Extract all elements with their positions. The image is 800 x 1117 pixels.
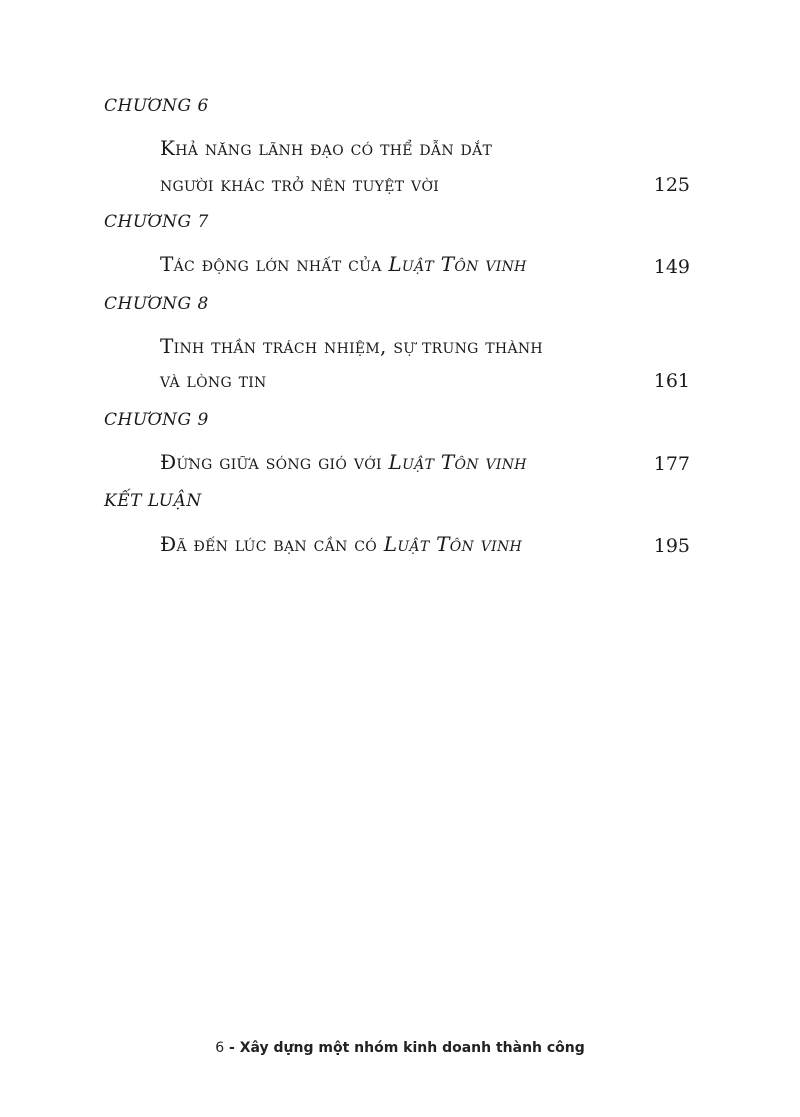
footer-book-title: Xây dựng một nhóm kinh doanh thành công bbox=[239, 1040, 585, 1056]
chapter-9-page-number: 177 bbox=[653, 453, 690, 475]
chapter-6-title-line-2: người khác trở nên tuyệt vời bbox=[160, 172, 440, 196]
chapter-6-page-number: 125 bbox=[653, 174, 690, 196]
footer-page-number: 6 bbox=[215, 1040, 225, 1056]
footer-separator: - bbox=[224, 1040, 240, 1056]
page-footer bbox=[0, 1040, 800, 1056]
chapter-6-heading: CHƯƠNG 6 bbox=[104, 96, 209, 116]
chapter-7-page-number: 149 bbox=[653, 256, 690, 278]
chapter-6-title-line-1: Khả năng lãnh đạo có thể dẫn dắt bbox=[160, 136, 493, 160]
chapter-8-heading: CHƯƠNG 8 bbox=[104, 294, 209, 314]
chapter-9-heading: CHƯƠNG 9 bbox=[104, 410, 209, 430]
chapter-7-title: Tác động lớn nhất của Luật Tôn vinh bbox=[160, 252, 527, 276]
conclusion-page-number: 195 bbox=[653, 535, 690, 557]
chapter-8-page-number: 161 bbox=[653, 370, 690, 392]
chapter-7-heading: CHƯƠNG 7 bbox=[104, 212, 209, 232]
chapter-9-title: Đứng giữa sóng gió với Luật Tôn vinh bbox=[160, 450, 527, 474]
conclusion-heading: KẾT LUẬN bbox=[104, 491, 202, 511]
chapter-8-title-line-1: Tinh thần trách nhiệm, sự trung thành bbox=[160, 334, 543, 358]
chapter-8-title-line-2: và lòng tin bbox=[160, 368, 267, 392]
conclusion-title: Đã đến lúc bạn cần có Luật Tôn vinh bbox=[160, 532, 523, 556]
